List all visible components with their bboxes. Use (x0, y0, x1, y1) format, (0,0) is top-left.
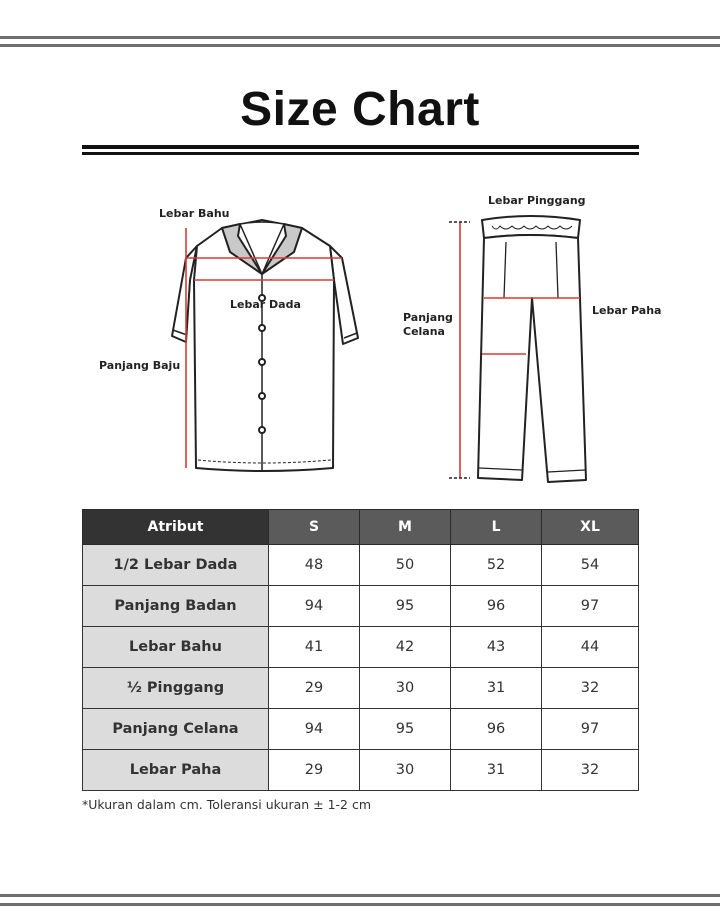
cell-value: 95 (360, 586, 451, 627)
cell-value: 52 (451, 545, 542, 586)
table-header-row (83, 510, 639, 545)
top-rule-2 (0, 44, 720, 47)
header-atribut: Atribut (83, 510, 269, 545)
table-row (83, 586, 639, 627)
row-label: Panjang Celana (83, 709, 269, 750)
bottom-rule-2 (0, 903, 720, 906)
table-row (83, 709, 639, 750)
label-lebar-pinggang: Lebar Pinggang (488, 194, 586, 207)
title-underline-thick (82, 145, 639, 149)
label-panjang-celana-1: Panjang (403, 311, 453, 324)
title-underline-thin (82, 152, 639, 155)
cell-value: 30 (360, 750, 451, 791)
page-title: Size Chart (240, 83, 480, 136)
label-lebar-bahu: Lebar Bahu (159, 207, 230, 220)
table-row (83, 627, 639, 668)
garment-diagram (0, 180, 720, 500)
row-label: Lebar Paha (83, 750, 269, 791)
top-rule-1 (0, 36, 720, 39)
cell-value: 30 (360, 668, 451, 709)
cell-value: 32 (542, 750, 639, 791)
row-label: ½ Pinggang (83, 668, 269, 709)
row-label: Lebar Bahu (83, 627, 269, 668)
cell-value: 31 (451, 750, 542, 791)
cell-value: 42 (360, 627, 451, 668)
label-lebar-paha: Lebar Paha (592, 304, 662, 317)
cell-value: 31 (451, 668, 542, 709)
table-row (83, 750, 639, 791)
header-size-s: S (269, 510, 360, 545)
header-size-m: M (360, 510, 451, 545)
cell-value: 41 (269, 627, 360, 668)
label-panjang-celana-2: Celana (403, 325, 445, 338)
cell-value: 96 (451, 709, 542, 750)
header-size-l: L (451, 510, 542, 545)
cell-value: 94 (269, 586, 360, 627)
cell-value: 29 (269, 750, 360, 791)
cell-value: 94 (269, 709, 360, 750)
size-table (82, 509, 639, 791)
label-panjang-baju: Panjang Baju (99, 359, 181, 372)
cell-value: 32 (542, 668, 639, 709)
label-lebar-dada: Lebar Dada (230, 298, 301, 311)
cell-value: 96 (451, 586, 542, 627)
cell-value: 44 (542, 627, 639, 668)
cell-value: 97 (542, 586, 639, 627)
table-row (83, 545, 639, 586)
cell-value: 50 (360, 545, 451, 586)
header-size-xl: XL (542, 510, 639, 545)
cell-value: 95 (360, 709, 451, 750)
cell-value: 43 (451, 627, 542, 668)
cell-value: 97 (542, 709, 639, 750)
bottom-rule-1 (0, 894, 720, 897)
row-label: 1/2 Lebar Dada (83, 545, 269, 586)
cell-value: 29 (269, 668, 360, 709)
table-row (83, 668, 639, 709)
pants-illustration (478, 216, 586, 482)
cell-value: 48 (269, 545, 360, 586)
row-label: Panjang Badan (83, 586, 269, 627)
cell-value: 54 (542, 545, 639, 586)
tolerance-note: *Ukuran dalam cm. Toleransi ukuran ± 1-2 cm (82, 797, 372, 812)
